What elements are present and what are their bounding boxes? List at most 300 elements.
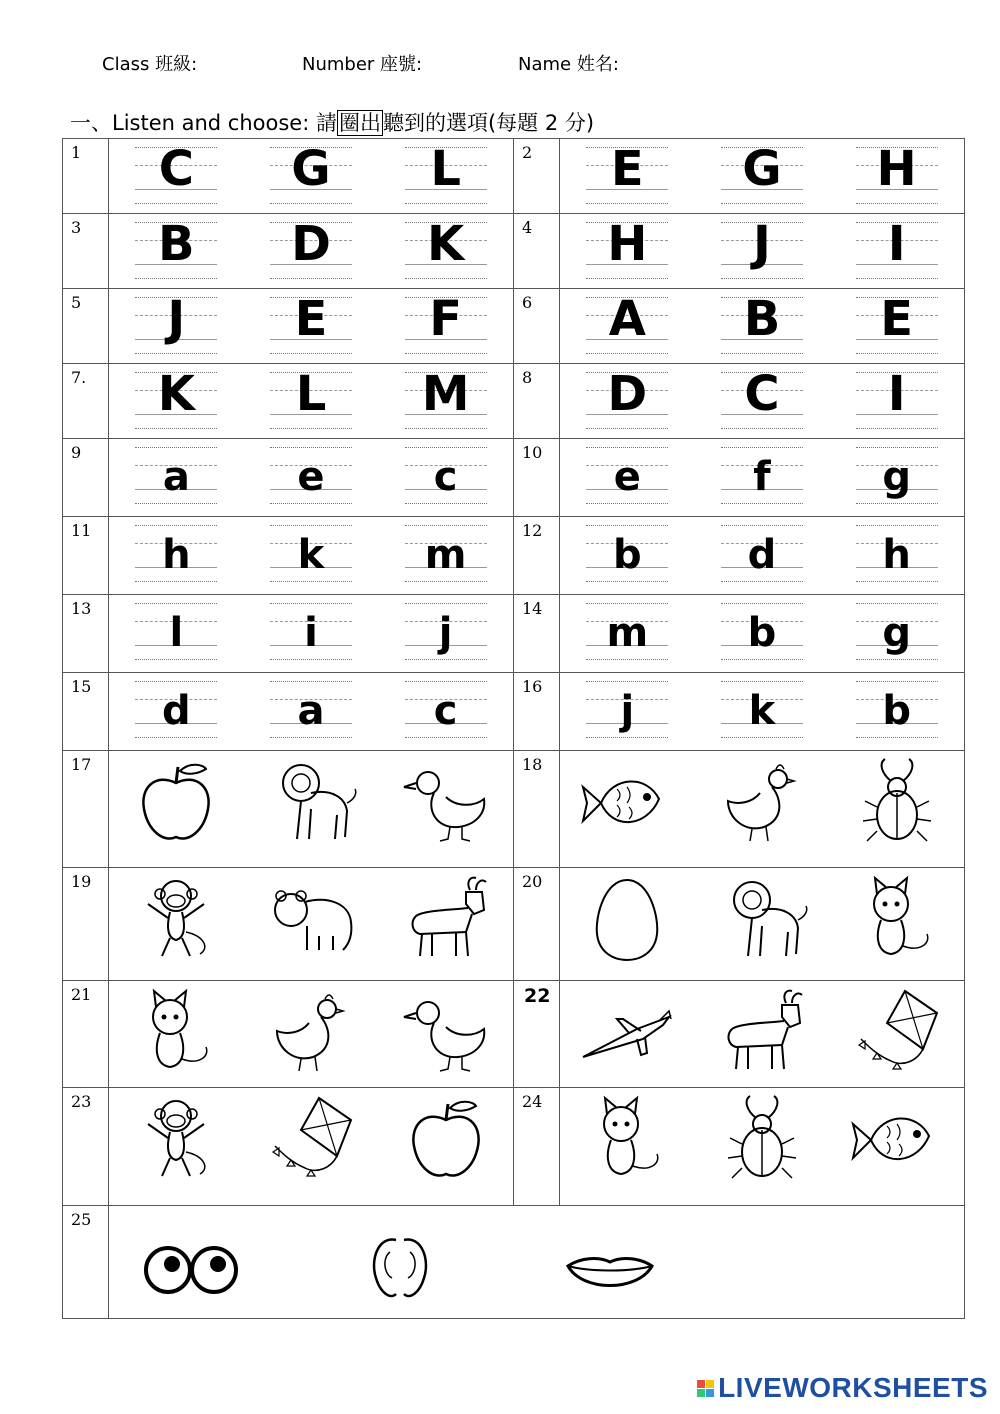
options-cell xyxy=(109,517,514,595)
letter-text: B xyxy=(158,216,195,272)
egg-icon xyxy=(577,870,677,966)
letter-option[interactable] xyxy=(721,143,803,207)
letter-text: k xyxy=(297,532,325,578)
eyes-icon xyxy=(140,1220,240,1316)
question-number: 18 xyxy=(514,751,560,868)
letter-option[interactable] xyxy=(405,443,487,507)
letter-option[interactable] xyxy=(856,143,938,207)
letter-option[interactable] xyxy=(135,218,217,282)
letter-option[interactable] xyxy=(135,677,217,741)
guide-line xyxy=(586,447,668,448)
guide-line xyxy=(586,278,668,279)
guide-line xyxy=(135,353,217,354)
picture-option[interactable] xyxy=(135,1218,245,1318)
picture-option[interactable] xyxy=(842,751,952,851)
fish-icon xyxy=(847,1090,947,1186)
guide-line xyxy=(135,681,217,682)
picture-option[interactable] xyxy=(842,981,952,1081)
guide-line xyxy=(856,503,938,504)
class-label: Class 班級: xyxy=(102,54,198,75)
guide-line xyxy=(586,581,668,582)
logo-text: LIVEWORKSHEETS xyxy=(718,1372,988,1403)
letter-text: M xyxy=(421,366,470,422)
options-group xyxy=(560,517,964,585)
question-number: 23 xyxy=(63,1088,109,1206)
picture-option[interactable] xyxy=(391,981,501,1081)
options-group xyxy=(109,289,513,357)
letter-option[interactable] xyxy=(135,599,217,663)
letter-text: D xyxy=(291,216,331,272)
options-group xyxy=(560,673,964,741)
letter-option[interactable] xyxy=(586,368,668,432)
guide-line xyxy=(721,353,803,354)
letter-option[interactable] xyxy=(405,677,487,741)
guide-line xyxy=(135,203,217,204)
letter-option[interactable] xyxy=(856,293,938,357)
guide-line xyxy=(405,353,487,354)
letter-option[interactable] xyxy=(270,443,352,507)
options-cell xyxy=(109,751,514,868)
options-cell xyxy=(109,364,514,439)
options-cell xyxy=(560,981,965,1088)
guide-line xyxy=(135,503,217,504)
question-row xyxy=(63,214,965,289)
question-number: 1 xyxy=(63,139,109,214)
letter-option[interactable] xyxy=(270,368,352,432)
options-cell xyxy=(109,1206,965,1319)
letter-option[interactable] xyxy=(270,599,352,663)
letter-option[interactable] xyxy=(721,521,803,585)
picture-option[interactable] xyxy=(121,981,231,1081)
letter-option[interactable] xyxy=(856,677,938,741)
picture-option[interactable] xyxy=(572,868,682,968)
letter-text: e xyxy=(297,454,325,500)
letter-text: C xyxy=(158,141,194,197)
question-row xyxy=(63,981,965,1088)
question-number: 17 xyxy=(63,751,109,868)
guide-line xyxy=(721,428,803,429)
letter-option[interactable] xyxy=(586,599,668,663)
options-cell xyxy=(560,214,965,289)
picture-option[interactable] xyxy=(707,868,817,968)
letter-option[interactable] xyxy=(586,677,668,741)
guide-line xyxy=(856,278,938,279)
duck-icon xyxy=(396,983,496,1079)
options-group xyxy=(109,673,513,741)
guide-line xyxy=(586,525,668,526)
guide-line xyxy=(586,659,668,660)
ears-icon xyxy=(350,1220,450,1316)
letter-option[interactable] xyxy=(135,143,217,207)
guide-line xyxy=(856,203,938,204)
hen-icon xyxy=(712,753,812,849)
letter-text: d xyxy=(162,688,191,734)
picture-option[interactable] xyxy=(121,751,231,851)
letter-option[interactable] xyxy=(721,218,803,282)
letter-option[interactable] xyxy=(135,443,217,507)
question-number: 12 xyxy=(514,517,560,595)
guide-line xyxy=(721,603,803,604)
letter-text: L xyxy=(295,366,327,422)
letter-text: F xyxy=(429,291,463,347)
guide-line xyxy=(405,737,487,738)
options-cell xyxy=(109,1088,514,1206)
guide-line xyxy=(405,581,487,582)
goat-icon xyxy=(712,983,812,1079)
letter-option[interactable] xyxy=(721,368,803,432)
guide-line xyxy=(135,737,217,738)
picture-option[interactable] xyxy=(572,1088,682,1188)
letter-option[interactable] xyxy=(856,218,938,282)
options-group xyxy=(109,214,513,282)
picture-option[interactable] xyxy=(842,1088,952,1188)
guide-line xyxy=(405,278,487,279)
question-number: 22 xyxy=(514,981,560,1088)
guide-line xyxy=(856,659,938,660)
letter-text: j xyxy=(438,610,453,656)
letter-text: C xyxy=(744,366,780,422)
letter-text: E xyxy=(880,291,914,347)
question-row xyxy=(63,1088,965,1206)
question-row xyxy=(63,868,965,981)
guide-line xyxy=(405,681,487,682)
letter-text: J xyxy=(167,291,186,347)
letter-option[interactable] xyxy=(270,677,352,741)
guide-line xyxy=(856,428,938,429)
picture-option[interactable] xyxy=(707,751,817,851)
options-cell xyxy=(109,289,514,364)
guide-line xyxy=(586,353,668,354)
letter-text: I xyxy=(887,216,906,272)
guide-line xyxy=(270,428,352,429)
guide-line xyxy=(856,525,938,526)
question-number: 24 xyxy=(514,1088,560,1206)
letter-option[interactable] xyxy=(270,293,352,357)
picture-option[interactable] xyxy=(121,868,231,968)
letter-option[interactable] xyxy=(135,293,217,357)
options-cell xyxy=(109,139,514,214)
options-cell xyxy=(560,439,965,517)
guide-line xyxy=(135,581,217,582)
guide-line xyxy=(856,681,938,682)
guide-line xyxy=(721,503,803,504)
kite-icon xyxy=(261,1090,361,1186)
cat-icon xyxy=(126,983,226,1079)
guide-line xyxy=(721,737,803,738)
picture-option[interactable] xyxy=(121,1088,231,1188)
letter-text: I xyxy=(887,366,906,422)
question-row xyxy=(63,364,965,439)
options-cell xyxy=(560,868,965,981)
letter-option[interactable] xyxy=(721,599,803,663)
letter-option[interactable] xyxy=(135,368,217,432)
letter-text: K xyxy=(157,366,195,422)
letter-option[interactable] xyxy=(586,143,668,207)
options-group xyxy=(109,439,513,507)
monkey-icon xyxy=(126,1090,226,1186)
question-row xyxy=(63,595,965,673)
question-number: 6 xyxy=(514,289,560,364)
guide-line xyxy=(270,681,352,682)
guide-line xyxy=(856,447,938,448)
guide-line xyxy=(586,428,668,429)
section-title xyxy=(70,107,594,137)
guide-line xyxy=(270,525,352,526)
options-cell xyxy=(109,595,514,673)
letter-text: m xyxy=(606,610,649,656)
letter-option[interactable] xyxy=(856,599,938,663)
letter-option[interactable] xyxy=(586,521,668,585)
options-group xyxy=(560,364,964,432)
picture-option[interactable] xyxy=(707,981,817,1081)
options-group xyxy=(109,751,513,851)
apple-icon xyxy=(126,753,226,849)
number-label: Number 座號: xyxy=(302,54,423,75)
beetle-icon xyxy=(712,1090,812,1186)
picture-option[interactable] xyxy=(345,1218,455,1318)
guide-line xyxy=(405,603,487,604)
guide-line xyxy=(586,203,668,204)
letter-text: a xyxy=(297,688,325,734)
picture-option[interactable] xyxy=(256,868,366,968)
letter-option[interactable] xyxy=(135,521,217,585)
guide-line xyxy=(721,525,803,526)
letter-text: E xyxy=(294,291,328,347)
letter-text: g xyxy=(882,610,911,656)
question-number: 3 xyxy=(63,214,109,289)
options-group xyxy=(560,139,964,207)
guide-line xyxy=(721,681,803,682)
guide-line xyxy=(270,353,352,354)
picture-option[interactable] xyxy=(842,868,952,968)
letter-option[interactable] xyxy=(586,293,668,357)
letter-text: e xyxy=(613,454,641,500)
letter-text: g xyxy=(882,454,911,500)
guide-line xyxy=(856,353,938,354)
question-row xyxy=(63,673,965,751)
letter-text: b xyxy=(613,532,642,578)
options-group xyxy=(560,595,964,663)
options-cell xyxy=(560,517,965,595)
question-number: 15 xyxy=(63,673,109,751)
letter-option[interactable] xyxy=(721,293,803,357)
options-group xyxy=(109,364,513,432)
guide-line xyxy=(586,603,668,604)
options-cell xyxy=(560,289,965,364)
options-group xyxy=(560,868,964,968)
guide-line xyxy=(405,203,487,204)
letter-text: k xyxy=(748,688,776,734)
cat-icon xyxy=(847,870,947,966)
letter-option[interactable] xyxy=(721,677,803,741)
guide-line xyxy=(405,503,487,504)
guide-line xyxy=(270,603,352,604)
guide-line xyxy=(270,737,352,738)
letter-text: h xyxy=(882,532,911,578)
name-label: Name 姓名: xyxy=(518,54,619,75)
question-row xyxy=(63,1206,965,1319)
letter-option[interactable] xyxy=(405,368,487,432)
options-group xyxy=(560,1088,964,1188)
guide-line xyxy=(856,603,938,604)
options-group xyxy=(560,289,964,357)
question-number: 9 xyxy=(63,439,109,517)
question-number: 2 xyxy=(514,139,560,214)
kite-icon xyxy=(847,983,947,1079)
letter-option[interactable] xyxy=(270,218,352,282)
letter-option[interactable] xyxy=(586,443,668,507)
title-boxed-word: 圈出 xyxy=(338,111,381,135)
options-group xyxy=(560,214,964,282)
question-row xyxy=(63,439,965,517)
guide-line xyxy=(270,503,352,504)
liveworksheets-logo xyxy=(697,1372,988,1404)
options-cell xyxy=(109,868,514,981)
letter-option[interactable] xyxy=(405,143,487,207)
picture-option[interactable] xyxy=(256,751,366,851)
letter-text: l xyxy=(169,610,184,656)
question-number: 11 xyxy=(63,517,109,595)
letter-text: B xyxy=(743,291,781,347)
letter-text: D xyxy=(607,366,648,422)
question-number: 5 xyxy=(63,289,109,364)
letter-option[interactable] xyxy=(405,521,487,585)
letter-option[interactable] xyxy=(405,218,487,282)
letter-text: d xyxy=(747,532,777,578)
letter-option[interactable] xyxy=(856,368,938,432)
letter-text: a xyxy=(162,454,190,500)
letter-option[interactable] xyxy=(270,521,352,585)
picture-option[interactable] xyxy=(256,1088,366,1188)
logo-mark-icon xyxy=(697,1380,714,1397)
question-row xyxy=(63,139,965,214)
letter-text: J xyxy=(753,216,771,272)
options-group xyxy=(560,751,964,851)
letter-option[interactable] xyxy=(856,521,938,585)
options-group xyxy=(560,439,964,507)
title-prefix: 一、Listen and choose: 請 xyxy=(70,111,337,135)
apple-icon xyxy=(396,1090,496,1186)
guide-line xyxy=(405,659,487,660)
monkey-icon xyxy=(126,870,226,966)
letter-option[interactable] xyxy=(586,218,668,282)
guide-line xyxy=(135,525,217,526)
picture-option[interactable] xyxy=(572,981,682,1081)
letter-option[interactable] xyxy=(405,599,487,663)
guide-line xyxy=(270,203,352,204)
letter-option[interactable] xyxy=(721,443,803,507)
letter-text: b xyxy=(882,688,911,734)
beetle-icon xyxy=(847,753,947,849)
question-number: 25 xyxy=(63,1206,109,1319)
bear-icon xyxy=(261,870,361,966)
letter-text: h xyxy=(162,532,191,578)
picture-option[interactable] xyxy=(555,1218,665,1318)
letter-text: c xyxy=(433,454,458,500)
guide-line xyxy=(586,737,668,738)
guide-line xyxy=(721,447,803,448)
letter-text: j xyxy=(620,688,635,734)
guide-line xyxy=(721,278,803,279)
hen-icon xyxy=(261,983,361,1079)
lips-icon xyxy=(560,1220,660,1316)
question-number: 20 xyxy=(514,868,560,981)
picture-option[interactable] xyxy=(256,981,366,1081)
guide-line xyxy=(405,428,487,429)
letter-text: G xyxy=(742,141,782,197)
question-number: 21 xyxy=(63,981,109,1088)
options-group xyxy=(109,139,513,207)
worksheet-table xyxy=(62,138,965,1319)
guide-line xyxy=(586,681,668,682)
letter-option[interactable] xyxy=(856,443,938,507)
letter-text: b xyxy=(747,610,777,656)
question-number: 14 xyxy=(514,595,560,673)
options-cell xyxy=(109,673,514,751)
letter-text: c xyxy=(433,688,458,734)
letter-option[interactable] xyxy=(270,143,352,207)
question-number: 10 xyxy=(514,439,560,517)
letter-text: H xyxy=(876,141,917,197)
question-number: 13 xyxy=(63,595,109,673)
question-number: 8 xyxy=(514,364,560,439)
letter-text: A xyxy=(608,291,646,347)
guide-line xyxy=(405,447,487,448)
letter-text: f xyxy=(753,454,771,500)
question-number: 16 xyxy=(514,673,560,751)
question-number: 7. xyxy=(63,364,109,439)
question-row xyxy=(63,751,965,868)
letter-text: E xyxy=(610,141,644,197)
cat-icon xyxy=(577,1090,677,1186)
jet-icon xyxy=(577,983,677,1079)
goat-icon xyxy=(396,870,496,966)
lion-icon xyxy=(261,753,361,849)
picture-option[interactable] xyxy=(391,1088,501,1188)
picture-option[interactable] xyxy=(572,751,682,851)
letter-text: m xyxy=(424,532,467,578)
duck-icon xyxy=(396,753,496,849)
fish-icon xyxy=(577,753,677,849)
guide-line xyxy=(270,278,352,279)
question-row xyxy=(63,289,965,364)
question-row xyxy=(63,517,965,595)
lion-icon xyxy=(712,870,812,966)
picture-option[interactable] xyxy=(707,1088,817,1188)
options-group xyxy=(109,1088,513,1188)
title-suffix: 聽到的選項(每題 2 分) xyxy=(382,111,595,135)
options-cell xyxy=(560,673,965,751)
guide-line xyxy=(135,659,217,660)
guide-line xyxy=(135,278,217,279)
options-cell xyxy=(560,1088,965,1206)
guide-line xyxy=(270,581,352,582)
guide-line xyxy=(586,503,668,504)
options-cell xyxy=(560,139,965,214)
options-group xyxy=(109,595,513,663)
letter-option[interactable] xyxy=(405,293,487,357)
question-number: 4 xyxy=(514,214,560,289)
options-cell xyxy=(109,214,514,289)
picture-option[interactable] xyxy=(391,751,501,851)
options-group xyxy=(109,868,513,968)
options-cell xyxy=(560,751,965,868)
guide-line xyxy=(135,428,217,429)
options-cell xyxy=(560,364,965,439)
picture-option[interactable] xyxy=(391,868,501,968)
guide-line xyxy=(405,525,487,526)
guide-line xyxy=(135,447,217,448)
